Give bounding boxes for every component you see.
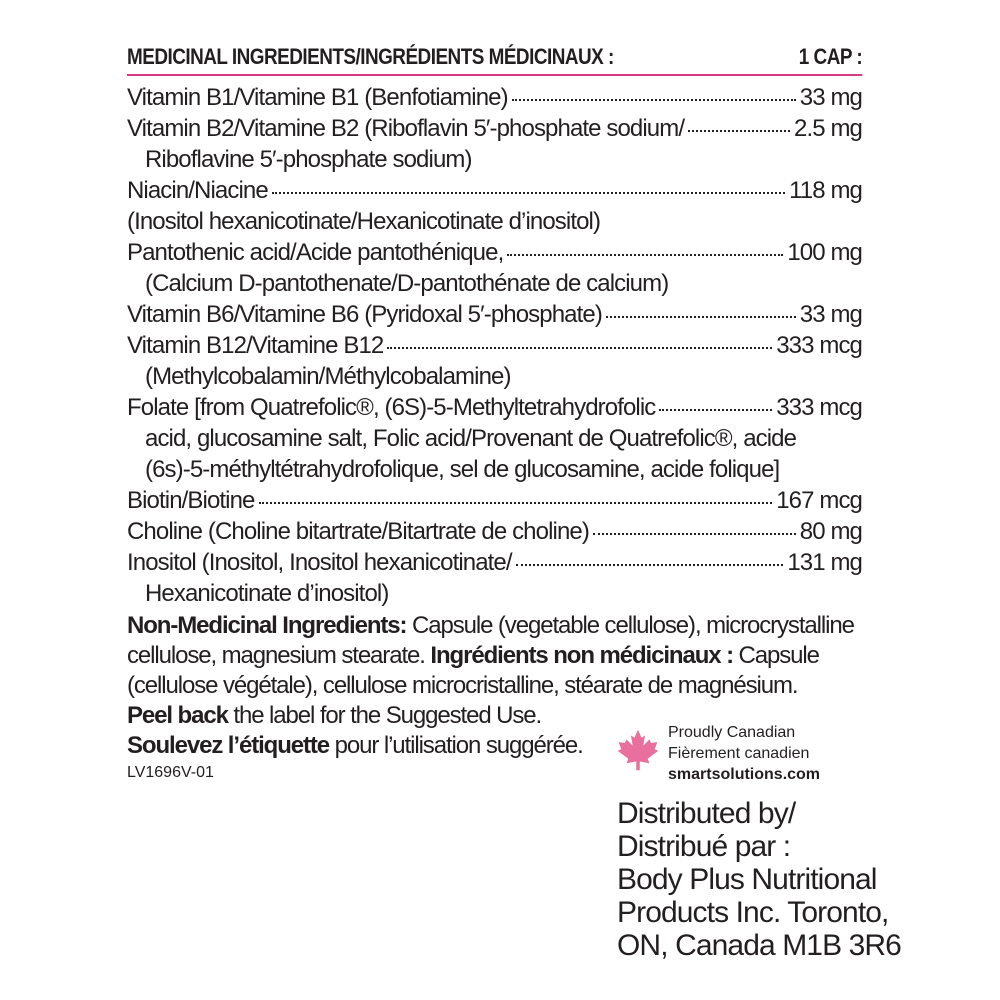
dot-leader bbox=[688, 130, 790, 132]
ingredients-panel bbox=[127, 44, 862, 783]
ingredient-row bbox=[127, 392, 862, 423]
distributor-line-3: Body Plus Nutritional bbox=[617, 863, 877, 896]
ingredient-amount: 131 mg bbox=[787, 549, 862, 576]
non-medicinal-label-fr: Ingrédients non médicinaux : bbox=[430, 642, 733, 669]
dot-leader bbox=[387, 347, 772, 349]
soulevez-bold: Soulevez l’étiquette bbox=[127, 732, 330, 759]
distributor-info bbox=[617, 797, 901, 962]
dot-leader bbox=[606, 316, 796, 318]
ingredient-amount: 33 mg bbox=[799, 301, 862, 328]
peel-back-bold: Peel back bbox=[127, 702, 228, 729]
proudly-canadian-fr: Fièrement canadien bbox=[668, 745, 810, 762]
non-medicinal-text-fr: Capsule (cellulose végétale), cellulose microcristalline, stéarate de magnésium. bbox=[127, 642, 819, 699]
non-medicinal-text-en: Capsule (vegetable cellulose), microcrystalline cellulose, magnesium stearate. bbox=[127, 612, 854, 669]
serving-size: 1 CAP : bbox=[798, 44, 863, 69]
ingredient-amount: 118 mg bbox=[789, 177, 862, 204]
dot-leader bbox=[507, 254, 783, 256]
distributor-line-4: Products Inc. Toronto, bbox=[617, 896, 889, 929]
website-url: smartsolutions.com bbox=[668, 766, 821, 783]
ingredient-amount: 100 mg bbox=[787, 239, 862, 266]
ingredient-list bbox=[127, 82, 862, 609]
ingredient-continuation: (Inositol hexanicotinate/Hexanicotinate d’inositol) bbox=[127, 208, 601, 235]
lot-code: LV1696V-01 bbox=[127, 764, 214, 781]
ingredient-name: Vitamin B6/Vitamine B6 (Pyridoxal 5′-phosphate) bbox=[127, 301, 602, 328]
dot-leader bbox=[259, 502, 773, 504]
ingredient-name: Biotin/Biotine bbox=[127, 487, 255, 514]
ingredient-name: Pantothenic acid/Acide pantothénique, bbox=[127, 239, 504, 266]
ingredient-name: Niacin/Niacine bbox=[127, 177, 268, 204]
ingredient-amount: 33 mg bbox=[799, 84, 862, 111]
ingredient-name: Vitamin B12/Vitamine B12 bbox=[127, 332, 384, 359]
distributor-line-2: Distribué par : bbox=[617, 830, 791, 863]
medicinal-header bbox=[127, 44, 862, 76]
ingredient-amount: 167 mcg bbox=[776, 487, 862, 514]
dot-leader bbox=[272, 192, 785, 194]
ingredient-continuation: Hexanicotinate d’inositol) bbox=[145, 580, 389, 607]
peel-back-text: the label for the Suggested Use. bbox=[227, 702, 542, 729]
dot-leader bbox=[512, 99, 796, 101]
ingredient-continuation: (6s)-5-méthyltétrahydrofolique, sel de glucosamine, acide folique] bbox=[145, 456, 780, 483]
ingredient-name: Vitamin B1/Vitamine B1 (Benfotiamine) bbox=[127, 84, 508, 111]
non-medicinal-label-en: Non-Medicinal Ingredients: bbox=[127, 612, 407, 639]
ingredient-amount: 2.5 mg bbox=[794, 115, 862, 142]
ingredient-name: Folate [from Quatrefolic®, (6S)-5-Methyltetrahydrofolic bbox=[127, 394, 656, 421]
ingredient-amount: 333 mcg bbox=[776, 394, 862, 421]
ingredient-name: Inositol (Inositol, Inositol hexanicotinate/ bbox=[127, 549, 512, 576]
ingredient-continuation: (Calcium D-pantothenate/D-pantothénate de calcium) bbox=[145, 270, 669, 297]
ingredient-amount: 333 mcg bbox=[776, 332, 862, 359]
ingredient-row bbox=[127, 175, 862, 206]
ingredient-name: Choline (Choline bitartrate/Bitartrate de choline) bbox=[127, 518, 589, 545]
soulevez-text: pour l’utilisation suggérée. bbox=[329, 732, 583, 759]
dot-leader bbox=[659, 409, 772, 411]
ingredient-row bbox=[127, 113, 862, 144]
distributor-line-1: Distributed by/ bbox=[617, 797, 796, 830]
ingredient-continuation: Riboflavine 5′-phosphate sodium) bbox=[145, 146, 472, 173]
maple-leaf-icon bbox=[616, 728, 660, 772]
ingredient-amount: 80 mg bbox=[799, 518, 862, 545]
ingredient-continuation: (Methylcobalamin/Méthylcobalamine) bbox=[145, 363, 511, 390]
ingredient-row bbox=[127, 237, 862, 268]
ingredient-row bbox=[127, 330, 862, 361]
non-medicinal-ingredients bbox=[127, 611, 862, 701]
medicinal-title: MEDICINAL INGREDIENTS/INGRÉDIENTS MÉDICINAUX : bbox=[127, 44, 614, 69]
proudly-canadian-en: Proudly Canadian bbox=[668, 724, 796, 741]
ingredient-row bbox=[127, 299, 862, 330]
ingredient-row bbox=[127, 516, 862, 547]
ingredient-continuation: acid, glucosamine salt, Folic acid/Provenant de Quatrefolic®, acide bbox=[145, 425, 797, 452]
dot-leader bbox=[593, 533, 796, 535]
ingredient-row bbox=[127, 547, 862, 578]
distributor-line-5: ON, Canada M1B 3R6 bbox=[617, 929, 901, 962]
ingredient-name: Vitamin B2/Vitamine B2 (Riboflavin 5′-phosphate sodium/ bbox=[127, 115, 685, 142]
proudly-canadian-badge bbox=[616, 722, 866, 792]
dot-leader bbox=[516, 564, 784, 566]
ingredient-row bbox=[127, 82, 862, 113]
ingredient-row bbox=[127, 485, 862, 516]
